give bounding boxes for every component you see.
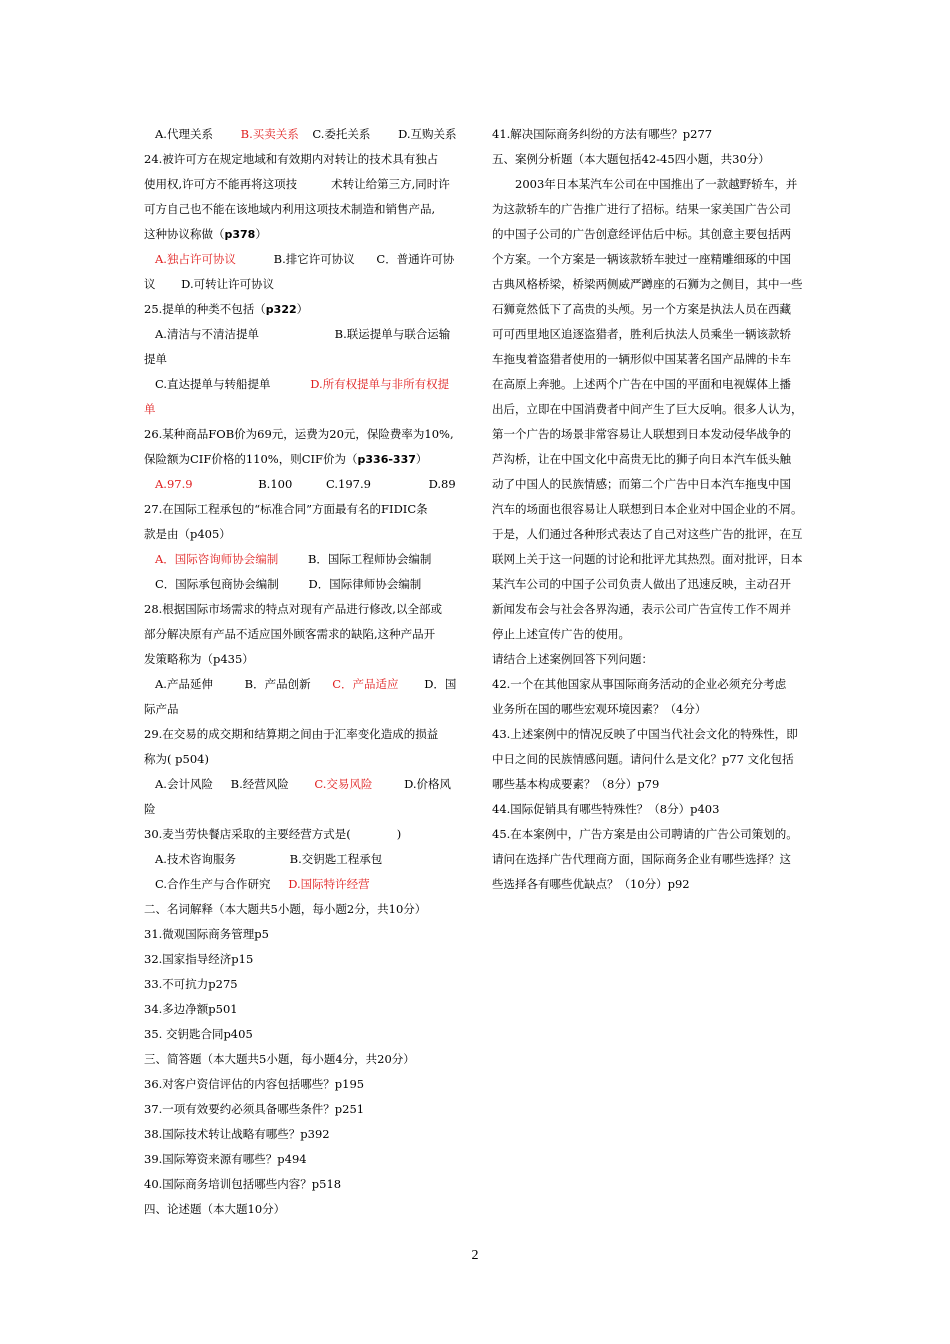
question: 39.国际筹资来源有哪些？p494 <box>144 1152 307 1166</box>
option-c: C.直达提单与转船提单 <box>155 377 271 391</box>
q28-line: 28.根据国际市场需求的特点对现有产品进行修改,以全部或 <box>144 602 442 616</box>
question: 请问在选择广告代理商方面，国际商务企业有哪些选择？这 <box>492 852 791 866</box>
question: 些选择各有哪些优缺点？（10分）p92 <box>492 877 690 891</box>
case-line: 芦沟桥，让在中国文化中高贵无比的狮子向日本汽车低头触 <box>492 452 791 466</box>
option-a: A.清洁与不清洁提单 <box>155 327 259 341</box>
option-b: B.经营风险 <box>230 777 289 791</box>
option-a-answer: A.独占许可协议 <box>155 252 236 266</box>
section-heading: 四、论述题（本大题10分） <box>144 1202 286 1216</box>
case-line: 联网上关于这一问题的讨论和批评尤其热烈。面对批评，日本 <box>492 552 803 566</box>
q26-options <box>144 472 462 497</box>
question: 38.国际技术转让战略有哪些？p392 <box>144 1127 330 1141</box>
page-ref: p322 <box>265 303 297 316</box>
right-column <box>492 122 812 897</box>
case-line: 汽车的场面也很容易让人联想到日本企业对中国企业的不屑。 <box>492 502 803 516</box>
q30-options <box>144 872 462 897</box>
case-line: 停止上述宣传广告的使用。 <box>492 627 630 641</box>
option-a-answer: A．国际咨询师协会编制 <box>155 552 279 566</box>
case-line: 出后，立即在中国消费者中间产生了巨大反响。很多人认为， <box>492 402 803 416</box>
text: ） <box>415 452 428 466</box>
case-line: 古典风格桥梁，桥梁两侧威严蹲座的石狮为之侧目，其中一些 <box>492 277 803 291</box>
option-c-cont: 议 <box>144 277 156 291</box>
option-a-answer: A.97.9 <box>155 477 193 491</box>
option-c: C.合作生产与合作研究 <box>155 877 271 891</box>
case-line: 动了中国人的民族情感；而第二个广告中日本汽车拖曳中国 <box>492 477 791 491</box>
q28-line: 发策略称为（p435） <box>144 652 254 666</box>
question: 中日之间的民族情感问题。请问什么是文化？p77 文化包括 <box>492 752 794 766</box>
q28-line: 部分解决原有产品不适应国外顾客需求的缺陷,这种产品开 <box>144 627 436 641</box>
option-b: B．国际工程师协会编制 <box>307 552 432 566</box>
question: 43.上述案例中的情况反映了中国当代社会文化的特殊性，即 <box>492 727 798 741</box>
option-c: C．普通许可协 <box>376 252 455 266</box>
question: 31.微观国际商务管理p5 <box>144 927 269 941</box>
text: ） <box>255 227 267 241</box>
option-d: D.价格风 <box>404 777 452 791</box>
option-d: D．国 <box>424 677 457 691</box>
text: 保险额为CIF价格的110%，则CIF价为（ <box>144 452 358 466</box>
option-c: C．国际承包商协会编制 <box>155 577 279 591</box>
option-a: A.产品延伸 <box>155 677 213 691</box>
case-line: 可可西里地区追逐盗猎者，胜利后执法人员乘坐一辆该款轿 <box>492 327 791 341</box>
case-prompt: 请结合上述案例回答下列问题： <box>492 652 653 666</box>
option-d: D.互购关系 <box>398 127 457 141</box>
text: 这种协议称做（ <box>144 227 225 241</box>
case-line: 的中国子公司的广告创意经评估后中标。其创意主要包括两 <box>492 227 791 241</box>
q24-line <box>144 222 462 247</box>
question: 41.解决国际商务纠纷的方法有哪些？p277 <box>492 127 713 141</box>
option-a: A.技术咨询服务 <box>155 852 236 866</box>
q27-line: 27.在国际工程承包的“标准合同”方面最有名的FIDIC条 <box>144 502 428 516</box>
option-b: B.排它许可协议 <box>273 252 355 266</box>
case-line: 车拖曳着盗猎者使用的一辆形似中国某著名国产品牌的卡车 <box>492 352 791 366</box>
question: 业务所在国的哪些宏观环境因素？（4分） <box>492 702 707 716</box>
case-line: 在高原上奔驰。上述两个广告在中国的平面和电视媒体上播 <box>492 377 791 391</box>
section-heading: 五、案例分析题（本大题包括42-45四小题，共30分） <box>492 152 770 166</box>
question: 33.不可抗力p275 <box>144 977 238 991</box>
q29-options: 险 <box>144 802 156 816</box>
page-number: 2 <box>471 1248 479 1263</box>
q26-line <box>144 447 462 472</box>
question: 42.一个在其他国家从事国际商务活动的企业必须充分考虑 <box>492 677 787 691</box>
case-line: 个方案。一个方案是一辆该款轿车驶过一座精雕细琢的中国 <box>492 252 791 266</box>
q24-options <box>144 272 462 297</box>
q23-options <box>144 122 462 147</box>
text: 使用权,许可方不能再将这项技 <box>144 177 298 191</box>
text: 术转让给第三方,同时许 <box>331 177 450 191</box>
question: 36.对客户资信评估的内容包括哪些？p195 <box>144 1077 365 1091</box>
option-b: B．产品创新 <box>244 677 311 691</box>
case-line: 石狮竟然低下了高贵的头颅。另一个方案是执法人员在西藏 <box>492 302 791 316</box>
question: 34.多边净额p501 <box>144 1002 238 1016</box>
page-ref: p378 <box>224 228 256 241</box>
case-line: 第一个广告的场景非常容易让人联想到日本发动侵华战争的 <box>492 427 791 441</box>
case-line: 新闻发布会与社会各界沟通，表示公司广告宣传工作不周并 <box>492 602 791 616</box>
q29-line: 称为( p504) <box>144 752 209 766</box>
q27-options <box>144 572 462 597</box>
q28-options: 际产品 <box>144 702 179 716</box>
q26-line: 26.某种商品FOB价为69元，运费为20元，保险费率为10%, <box>144 427 454 441</box>
question: 44.国际促销具有哪些特殊性？（8分）p403 <box>492 802 720 816</box>
q25-options: 单 <box>144 402 156 416</box>
option-c: C.197.9 <box>325 477 371 491</box>
case-line: 2003年日本某汽车公司在中国推出了一款越野轿车，并 <box>515 177 798 191</box>
case-line: 于是，人们通过各种形式表达了自己对这些广告的批评，在互 <box>492 527 803 541</box>
q25-options <box>144 322 462 347</box>
q30-line: 30.麦当劳快餐店采取的主要经营方式是( ) <box>144 827 402 841</box>
option-d: D.89 <box>428 477 456 491</box>
case-line: 为这款轿车的广告推广进行了招标。结果一家美国广告公司 <box>492 202 791 216</box>
section-heading: 二、名词解释（本大题共5小题，每小题2分，共10分） <box>144 902 427 916</box>
q25-options: 提单 <box>144 352 167 366</box>
section-heading: 三、简答题（本大题共5小题，每小题4分，共20分） <box>144 1052 415 1066</box>
option-c-answer: C．产品适应 <box>332 677 399 691</box>
q24-line <box>144 172 462 197</box>
q27-options <box>144 547 462 572</box>
option-a: A.会计风险 <box>155 777 213 791</box>
page-ref: p336-337 <box>357 453 416 466</box>
question: 32.国家指导经济p15 <box>144 952 254 966</box>
option-b: B.交钥匙工程承包 <box>289 852 383 866</box>
case-line: 某汽车公司的中国子公司负责人做出了迅速反映，主动召开 <box>492 577 791 591</box>
q30-options <box>144 847 462 872</box>
left-column <box>144 122 462 1222</box>
option-d-answer: D.国际特许经营 <box>288 877 370 891</box>
q25-options <box>144 372 462 397</box>
q24-line: 可方自己也不能在该地域内利用这项技术制造和销售产品, <box>144 202 436 216</box>
q27-line: 款是由（p405） <box>144 527 231 541</box>
option-c-answer: C.交易风险 <box>314 777 373 791</box>
option-b: B.100 <box>258 477 293 491</box>
option-d-answer: D.所有权提单与非所有权提 <box>310 377 450 391</box>
option-c: C.委托关系 <box>312 127 371 141</box>
q24-options <box>144 247 462 272</box>
text: ） <box>296 302 309 316</box>
question: 哪些基本构成要素？（8分）p79 <box>492 777 660 791</box>
option-b: B.联运提单与联合运输 <box>334 327 451 341</box>
q25-line <box>144 297 462 322</box>
q24-line: 24.被许可方在规定地域和有效期内对转让的技术具有独占 <box>144 152 439 166</box>
q29-options <box>144 772 462 797</box>
q28-options <box>144 672 462 697</box>
option-a: A.代理关系 <box>155 127 213 141</box>
option-d: D．国际律师协会编制 <box>308 577 422 591</box>
option-b-answer: B.买卖关系 <box>240 127 299 141</box>
option-d: D.可转让许可协议 <box>181 277 275 291</box>
question: 40.国际商务培训包括哪些内容？p518 <box>144 1177 342 1191</box>
question: 35. 交钥匙合同p405 <box>144 1027 253 1041</box>
text: 25.提单的种类不包括（ <box>144 302 266 316</box>
question: 37.一项有效要约必须具备哪些条件？p251 <box>144 1102 365 1116</box>
q29-line: 29.在交易的成交期和结算期之间由于汇率变化造成的损益 <box>144 727 439 741</box>
question: 45.在本案例中，广告方案是由公司聘请的广告公司策划的。 <box>492 827 798 841</box>
